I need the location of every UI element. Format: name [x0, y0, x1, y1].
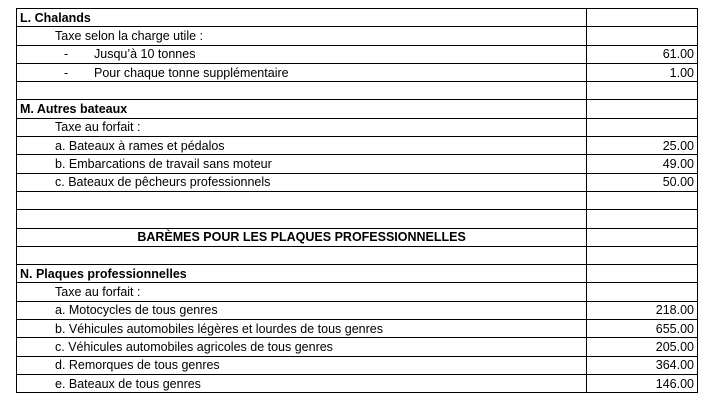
tariff-table [16, 8, 698, 393]
bullet-dash: - [64, 65, 69, 80]
row-label: d. Remorques de tous genres [17, 356, 587, 374]
blank-row [17, 82, 698, 100]
table-row [17, 283, 698, 301]
heading-row [17, 228, 698, 246]
section-n-intro: Taxe au forfait : [17, 283, 587, 301]
section-n-title: N. Plaques professionnelles [17, 265, 587, 283]
section-m-intro: Taxe au forfait : [17, 118, 587, 136]
table-row [17, 374, 698, 392]
section-l-header-row [17, 9, 698, 27]
table-row [17, 63, 698, 81]
row-value: 61.00 [587, 45, 698, 63]
table-row [17, 320, 698, 338]
row-label-text: Pour chaque tonne supplémentaire [94, 65, 289, 80]
table-row [17, 356, 698, 374]
empty-cell [587, 265, 698, 283]
row-value: 50.00 [587, 173, 698, 191]
row-value: 655.00 [587, 320, 698, 338]
plates-heading: BARÈMES POUR LES PLAQUES PROFESSIONNELLES [17, 228, 587, 246]
row-value: 218.00 [587, 301, 698, 319]
row-value: 1.00 [587, 63, 698, 81]
section-l-intro: Taxe selon la charge utile : [17, 27, 587, 45]
row-value: 205.00 [587, 338, 698, 356]
row-label [17, 63, 587, 81]
section-n-header-row [17, 265, 698, 283]
section-m-header-row [17, 100, 698, 118]
table-row [17, 338, 698, 356]
empty-cell [587, 27, 698, 45]
row-label: c. Véhicules automobiles agricoles de tous genres [17, 338, 587, 356]
row-label: a. Bateaux à rames et pédalos [17, 137, 587, 155]
row-label: c. Bateaux de pêcheurs professionnels [17, 173, 587, 191]
row-value: 25.00 [587, 137, 698, 155]
table-row [17, 155, 698, 173]
empty-cell [587, 118, 698, 136]
section-m-title: M. Autres bateaux [17, 100, 587, 118]
blank-row [17, 210, 698, 228]
blank-row [17, 191, 698, 209]
row-value: 146.00 [587, 374, 698, 392]
empty-cell [587, 100, 698, 118]
table-row [17, 173, 698, 191]
table-row [17, 27, 698, 45]
row-label-text: Jusqu’à 10 tonnes [94, 47, 196, 62]
table-row [17, 118, 698, 136]
blank-row [17, 246, 698, 264]
row-value: 364.00 [587, 356, 698, 374]
row-label: a. Motocycles de tous genres [17, 301, 587, 319]
table-row [17, 137, 698, 155]
row-value: 49.00 [587, 155, 698, 173]
empty-cell [587, 283, 698, 301]
table-row [17, 301, 698, 319]
row-label: e. Bateaux de tous genres [17, 374, 587, 392]
empty-cell [587, 228, 698, 246]
section-l-title: L. Chalands [17, 9, 587, 27]
bullet-dash: - [64, 47, 69, 62]
row-label [17, 45, 587, 63]
table-row [17, 45, 698, 63]
row-label: b. Embarcations de travail sans moteur [17, 155, 587, 173]
empty-cell [587, 9, 698, 27]
row-label: b. Véhicules automobiles légères et lourdes de tous genres [17, 320, 587, 338]
